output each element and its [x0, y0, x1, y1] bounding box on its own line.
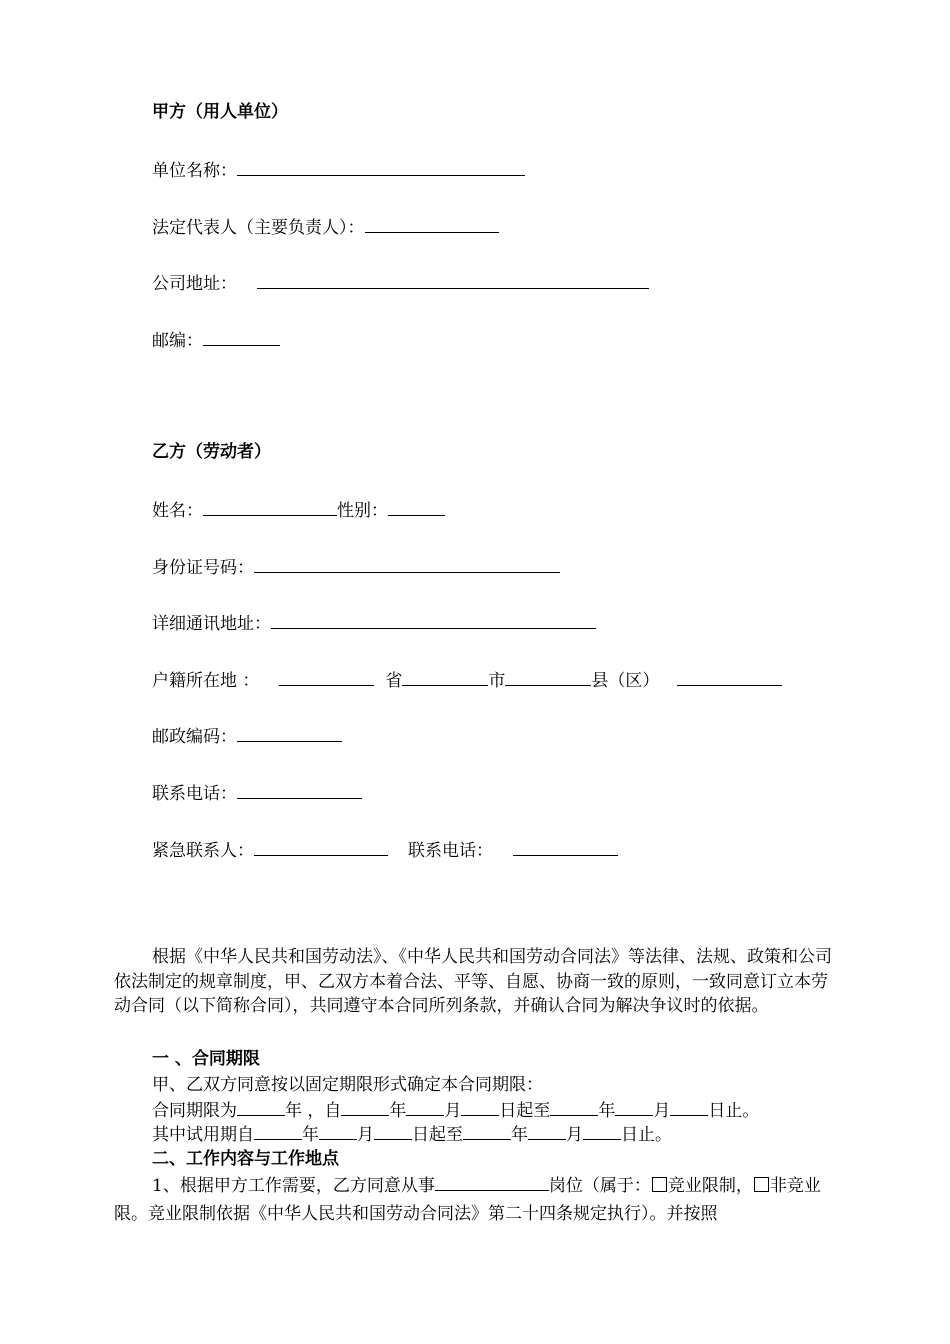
prob-start-day-label: 日起至 [412, 1125, 463, 1145]
province-label: 省 [385, 671, 403, 691]
section1-title: 一 、合同期限 [152, 1049, 260, 1069]
end-day-field[interactable] [670, 1097, 708, 1116]
emergency-contact-field[interactable] [254, 837, 388, 856]
name-field[interactable] [203, 497, 337, 516]
contract-term-row [152, 1097, 759, 1123]
position-field[interactable] [435, 1172, 549, 1191]
prob-start-year-field[interactable] [254, 1121, 302, 1140]
emergency-phone-field[interactable] [513, 837, 618, 856]
party-b-heading: 乙方（劳动者） [152, 442, 271, 462]
postal-code-field[interactable] [237, 723, 342, 742]
phone-field[interactable] [237, 780, 362, 799]
prob-end-year-field[interactable] [463, 1121, 511, 1140]
start-day-label: 日起至 [499, 1101, 551, 1121]
prob-start-year-label: 年 [302, 1125, 319, 1145]
no-non-compete-label: 非竞业限。竞业限制依据《中华人民共和国劳动合同法》第二十四条规定执行）。并按照 [114, 1176, 821, 1224]
prob-start-month-field[interactable] [319, 1121, 357, 1140]
hukou-label: 户籍所在地 ： [152, 671, 260, 691]
emergency-row [152, 837, 618, 863]
prob-end-year-label: 年 [511, 1125, 528, 1145]
unit-name-row [152, 157, 525, 183]
city-label: 市 [488, 671, 506, 691]
city-field[interactable] [505, 667, 591, 686]
county-field[interactable] [677, 667, 782, 686]
postal-code-row [152, 723, 342, 749]
section1-line1: 甲、乙双方同意按以固定期限形式确定本合同期限： [152, 1075, 543, 1095]
id-label: 身份证号码： [152, 558, 254, 578]
id-field[interactable] [254, 554, 560, 573]
legal-rep-row [152, 214, 499, 240]
start-month-label: 月 [444, 1101, 462, 1121]
company-address-row [152, 270, 649, 296]
gender-field[interactable] [388, 497, 445, 516]
hukou-blank-1[interactable] [279, 667, 374, 686]
term-year-label: 年 ，自 [285, 1101, 342, 1121]
mail-address-row [152, 610, 596, 636]
term-years-field[interactable] [237, 1097, 285, 1116]
prob-start-day-field[interactable] [374, 1121, 412, 1140]
intro-paragraph: 根据《中华人民共和国劳动法》、《中华人民共和国劳动合同法》等法律、法规、政策和公司依法制定的规章制度，甲、乙双方本着合法、平等、自愿、协商一致的原则，一致同意订立本劳动合同（以下简称合同），共同遵守本合同所列条款，并确认合同为解决争议时的依据。 [114, 947, 832, 1016]
end-day-label: 日止。 [708, 1101, 760, 1121]
prob-end-day-label: 日止。 [621, 1125, 672, 1145]
party-a-postcode-row [152, 327, 280, 353]
s2-p1-b: 岗位（属于： [548, 1176, 651, 1196]
prob-end-month-field[interactable] [528, 1121, 566, 1140]
unit-name-field[interactable] [237, 157, 525, 176]
end-month-label: 月 [653, 1101, 671, 1121]
start-day-field[interactable] [461, 1097, 499, 1116]
legal-rep-label: 法定代表人（主要负责人）： [152, 218, 365, 238]
phone-label: 联系电话： [152, 784, 237, 804]
mail-address-field[interactable] [271, 610, 596, 629]
no-non-compete-checkbox[interactable] [754, 1177, 769, 1192]
end-year-field[interactable] [550, 1097, 598, 1116]
gender-label: 性别： [337, 501, 388, 521]
postal-code-label: 邮政编码： [152, 727, 237, 747]
phone-row [152, 780, 362, 806]
end-year-label: 年 [598, 1101, 616, 1121]
s2-p1-a: 1、根据甲方工作需要，乙方同意从事 [152, 1176, 435, 1196]
unit-name-label: 单位名称： [152, 161, 237, 181]
start-year-label: 年 [389, 1101, 407, 1121]
emergency-phone-label: 联系电话： [408, 841, 493, 861]
legal-rep-field[interactable] [365, 214, 499, 233]
probation-prefix: 其中试用期自 [152, 1125, 254, 1145]
probation-row [152, 1121, 672, 1147]
name-label: 姓名： [152, 501, 203, 521]
non-compete-checkbox[interactable] [652, 1177, 667, 1192]
start-year-field[interactable] [341, 1097, 389, 1116]
hukou-row [152, 667, 782, 693]
company-address-label: 公司地址： [152, 274, 237, 294]
start-month-field[interactable] [406, 1097, 444, 1116]
province-field[interactable] [402, 667, 488, 686]
section2-paragraph1 [114, 1172, 844, 1228]
id-row [152, 554, 560, 580]
prob-end-day-field[interactable] [583, 1121, 621, 1140]
section2-title: 二、工作内容与工作地点 [152, 1149, 339, 1169]
prob-end-month-label: 月 [566, 1125, 583, 1145]
county-label: 县（区） [591, 671, 660, 691]
non-compete-label: 竞业限制， [667, 1176, 753, 1196]
party-a-postcode-field[interactable] [203, 327, 280, 346]
mail-address-label: 详细通讯地址： [152, 614, 271, 634]
term-prefix: 合同期限为 [152, 1101, 237, 1121]
emergency-contact-label: 紧急联系人： [152, 841, 254, 861]
party-a-postcode-label: 邮编： [152, 331, 203, 351]
end-month-field[interactable] [615, 1097, 653, 1116]
company-address-field[interactable] [257, 270, 649, 289]
name-gender-row [152, 497, 445, 523]
prob-start-month-label: 月 [357, 1125, 374, 1145]
party-a-heading: 甲方（用人单位） [152, 102, 288, 122]
